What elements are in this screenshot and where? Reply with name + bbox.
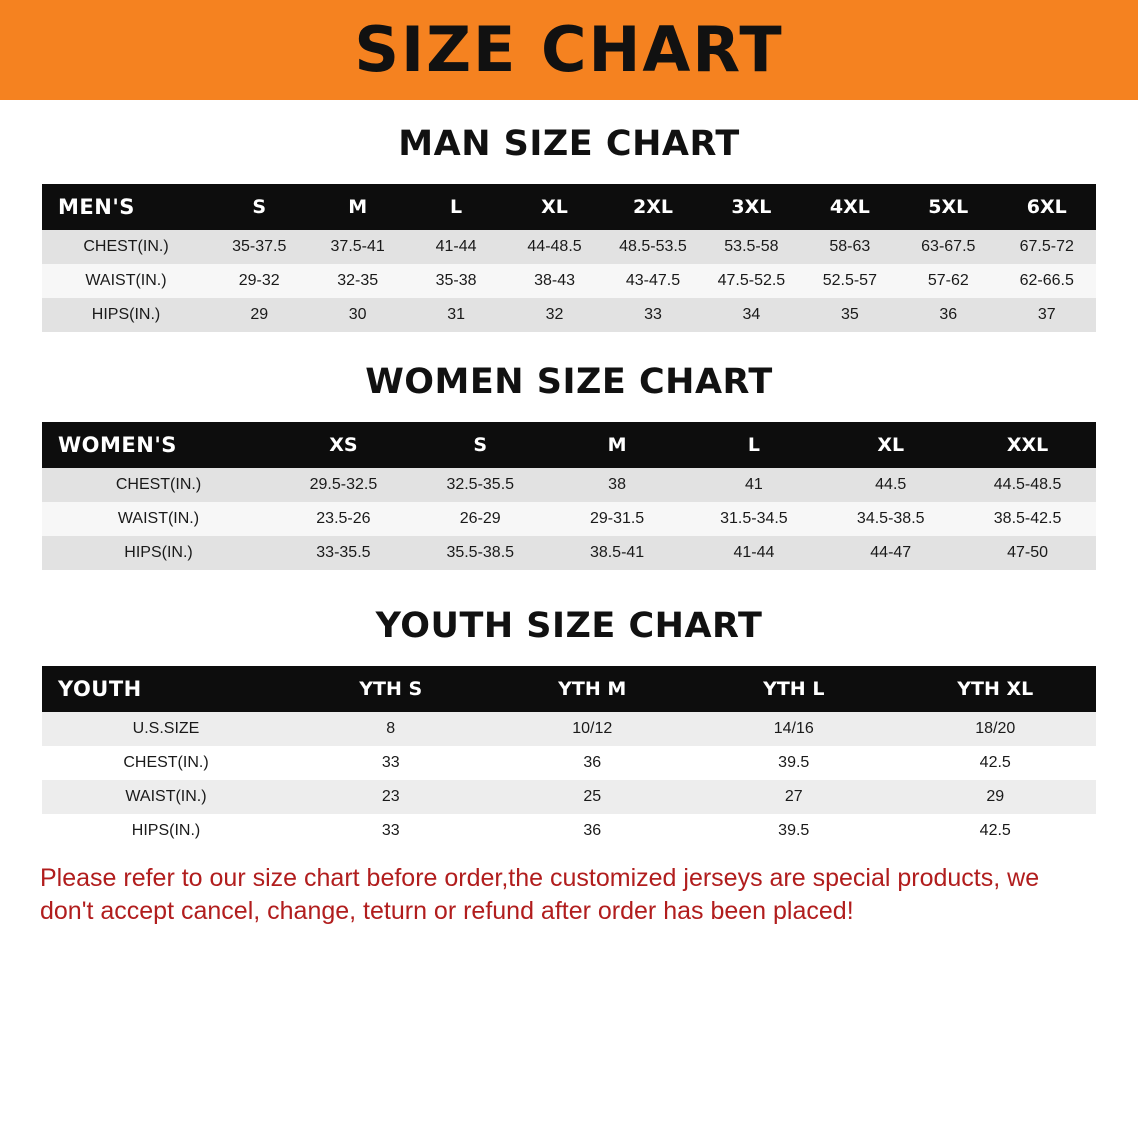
table-cell: 35.5-38.5 (412, 536, 549, 570)
table-cell: 41 (685, 468, 822, 502)
column-header: S (412, 422, 549, 468)
youth-corner-label: YOUTH (42, 666, 290, 712)
table-cell: 41-44 (407, 230, 505, 264)
table-cell: 33-35.5 (275, 536, 412, 570)
table-cell: 10/12 (492, 712, 694, 746)
table-cell: 44.5 (822, 468, 959, 502)
column-header: 3XL (702, 184, 800, 230)
youth-section-title: YOUTH SIZE CHART (375, 606, 763, 646)
table-row (42, 746, 1096, 780)
table-cell: 35 (801, 298, 899, 332)
table-cell: 26-29 (412, 502, 549, 536)
table-cell: 31.5-34.5 (685, 502, 822, 536)
table-header-row (42, 184, 1096, 230)
women-table-body (42, 468, 1096, 570)
women-size-table (42, 422, 1096, 570)
table-cell: 47.5-52.5 (702, 264, 800, 298)
order-policy-note: Please refer to our size chart before order,the customized jerseys are special products, we don't accept cancel, change, teturn or refund after order has been placed! (40, 864, 1040, 925)
row-label: WAIST(IN.) (42, 264, 210, 298)
table-cell: 58-63 (801, 230, 899, 264)
table-cell: 25 (492, 780, 694, 814)
table-row (42, 264, 1096, 298)
table-row (42, 502, 1096, 536)
table-cell: 37 (998, 298, 1097, 332)
women-corner-label: WOMEN'S (42, 422, 275, 468)
row-label: HIPS(IN.) (42, 536, 275, 570)
page-title: SIZE CHART (354, 13, 784, 86)
man-table-body (42, 230, 1096, 332)
table-cell: 8 (290, 712, 492, 746)
table-cell: 36 (492, 814, 694, 848)
banner (0, 0, 1138, 100)
table-cell: 29-32 (210, 264, 308, 298)
man-corner-label: MEN'S (42, 184, 210, 230)
women-section-title: WOMEN SIZE CHART (365, 362, 773, 402)
table-cell: 38.5-42.5 (959, 502, 1096, 536)
row-label: CHEST(IN.) (42, 230, 210, 264)
table-cell: 33 (290, 814, 492, 848)
column-header: XXL (959, 422, 1096, 468)
table-row (42, 712, 1096, 746)
youth-size-table (42, 666, 1096, 848)
table-cell: 57-62 (899, 264, 997, 298)
table-cell: 41-44 (685, 536, 822, 570)
table-cell: 32 (505, 298, 603, 332)
youth-table-body (42, 712, 1096, 848)
table-cell: 63-67.5 (899, 230, 997, 264)
table-cell: 27 (693, 780, 895, 814)
table-cell: 34 (702, 298, 800, 332)
column-header: 2XL (604, 184, 702, 230)
women-table-wrap (0, 422, 1138, 570)
table-row (42, 780, 1096, 814)
table-cell: 29 (895, 780, 1097, 814)
table-cell: 29 (210, 298, 308, 332)
table-cell: 43-47.5 (604, 264, 702, 298)
column-header: 4XL (801, 184, 899, 230)
man-table-wrap (0, 184, 1138, 332)
table-row (42, 230, 1096, 264)
table-cell: 14/16 (693, 712, 895, 746)
table-cell: 67.5-72 (998, 230, 1097, 264)
table-cell: 18/20 (895, 712, 1097, 746)
table-cell: 44-48.5 (505, 230, 603, 264)
table-cell: 35-37.5 (210, 230, 308, 264)
table-row (42, 298, 1096, 332)
table-cell: 36 (899, 298, 997, 332)
table-cell: 47-50 (959, 536, 1096, 570)
row-label: HIPS(IN.) (42, 814, 290, 848)
table-cell: 29-31.5 (549, 502, 686, 536)
column-header: L (685, 422, 822, 468)
row-label: HIPS(IN.) (42, 298, 210, 332)
column-header: 5XL (899, 184, 997, 230)
row-label: WAIST(IN.) (42, 502, 275, 536)
column-header: XL (505, 184, 603, 230)
table-cell: 31 (407, 298, 505, 332)
table-header-row (42, 422, 1096, 468)
youth-table-wrap (0, 666, 1138, 848)
table-cell: 39.5 (693, 814, 895, 848)
women-table-head (42, 422, 1096, 468)
man-section-title: MAN SIZE CHART (398, 124, 740, 164)
table-cell: 30 (308, 298, 406, 332)
column-header: 6XL (998, 184, 1097, 230)
column-header: XS (275, 422, 412, 468)
column-header: M (308, 184, 406, 230)
column-header: YTH M (492, 666, 694, 712)
table-header-row (42, 666, 1096, 712)
table-row (42, 468, 1096, 502)
table-cell: 52.5-57 (801, 264, 899, 298)
table-cell: 36 (492, 746, 694, 780)
table-cell: 29.5-32.5 (275, 468, 412, 502)
table-cell: 38.5-41 (549, 536, 686, 570)
table-row (42, 814, 1096, 848)
table-cell: 38-43 (505, 264, 603, 298)
column-header: YTH L (693, 666, 895, 712)
table-cell: 23 (290, 780, 492, 814)
row-label: CHEST(IN.) (42, 468, 275, 502)
man-table-head (42, 184, 1096, 230)
row-label: WAIST(IN.) (42, 780, 290, 814)
row-label: CHEST(IN.) (42, 746, 290, 780)
column-header: S (210, 184, 308, 230)
table-cell: 33 (604, 298, 702, 332)
table-cell: 23.5-26 (275, 502, 412, 536)
man-size-table (42, 184, 1096, 332)
column-header: XL (822, 422, 959, 468)
table-cell: 34.5-38.5 (822, 502, 959, 536)
table-cell: 44.5-48.5 (959, 468, 1096, 502)
table-cell: 32-35 (308, 264, 406, 298)
column-header: YTH XL (895, 666, 1097, 712)
table-cell: 33 (290, 746, 492, 780)
table-row (42, 536, 1096, 570)
table-cell: 38 (549, 468, 686, 502)
row-label: U.S.SIZE (42, 712, 290, 746)
column-header: YTH S (290, 666, 492, 712)
table-cell: 39.5 (693, 746, 895, 780)
table-cell: 48.5-53.5 (604, 230, 702, 264)
table-cell: 37.5-41 (308, 230, 406, 264)
table-cell: 62-66.5 (998, 264, 1097, 298)
table-cell: 32.5-35.5 (412, 468, 549, 502)
youth-table-head (42, 666, 1096, 712)
table-cell: 42.5 (895, 746, 1097, 780)
table-cell: 53.5-58 (702, 230, 800, 264)
column-header: L (407, 184, 505, 230)
table-cell: 42.5 (895, 814, 1097, 848)
table-cell: 35-38 (407, 264, 505, 298)
table-cell: 44-47 (822, 536, 959, 570)
column-header: M (549, 422, 686, 468)
